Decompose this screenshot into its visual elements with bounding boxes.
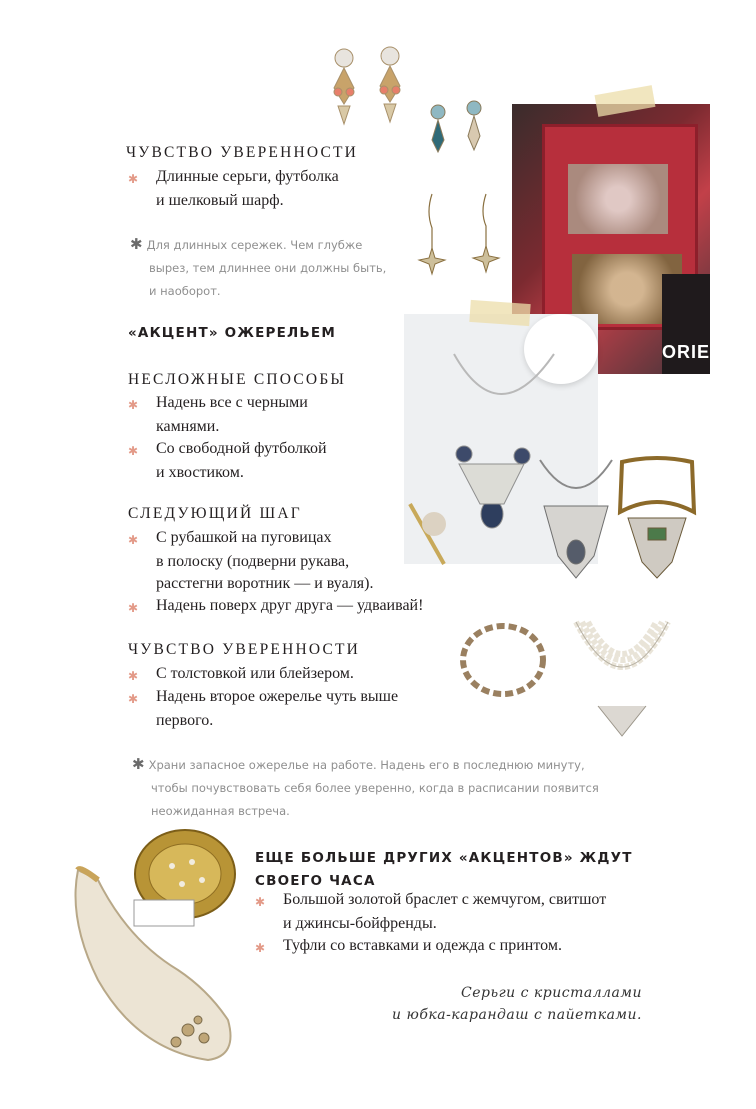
list-item bbox=[255, 889, 655, 935]
item-text: С толстовкой или блейзером. bbox=[156, 665, 354, 682]
note-line: неожиданная встреча. bbox=[151, 804, 290, 818]
list-item bbox=[128, 595, 468, 619]
list-item bbox=[128, 663, 428, 687]
heading-line: СВОЕГО ЧАСА bbox=[255, 873, 376, 889]
bib-necklace-image bbox=[534, 456, 618, 586]
item-text: и шелковый шарф. bbox=[156, 192, 284, 209]
list-item bbox=[255, 935, 655, 959]
asterisk-note-icon: ✱ bbox=[132, 755, 145, 773]
list-item bbox=[128, 527, 428, 595]
item-text: расстегни воротник — и вуаля). bbox=[156, 575, 374, 592]
item-text: Надень второе ожерелье чуть выше bbox=[156, 688, 399, 705]
heading-line: ЕЩЕ БОЛЬШЕ ДРУГИХ «АКЦЕНТОВ» ЖДУТ bbox=[255, 850, 633, 866]
asterisk-bullet-icon: ✱ bbox=[128, 692, 139, 706]
crystal-collar-necklace-image bbox=[456, 618, 550, 702]
asterisk-bullet-icon: ✱ bbox=[128, 172, 139, 186]
gold-bib-necklace-image bbox=[614, 452, 700, 582]
item-text: Большой золотой браслет с жемчугом, свитшот bbox=[283, 891, 607, 908]
magazine-label: ORIES bbox=[662, 342, 724, 362]
caption-line: и юбка-карандаш с пайетками. bbox=[392, 1007, 642, 1023]
list-item bbox=[128, 392, 408, 438]
list-item bbox=[128, 166, 408, 212]
item-text: первого. bbox=[156, 712, 214, 729]
item-text: Длинные серьги, футболка bbox=[156, 168, 339, 185]
item-text: С рубашкой на пуговицах bbox=[156, 529, 332, 546]
item-text: и хвостиком. bbox=[156, 464, 244, 481]
asterisk-bullet-icon: ✱ bbox=[255, 895, 266, 909]
section-heading-confidence-2: ЧУВСТВО УВЕРЕННОСТИ bbox=[128, 641, 361, 658]
item-text: и джинсы-бойфренды. bbox=[283, 915, 437, 932]
item-text: Надень все с черными bbox=[156, 394, 308, 411]
note-line: вырез, тем длиннее они должны быть, bbox=[149, 261, 387, 275]
section-heading-next-step: СЛЕДУЮЩИЙ ШАГ bbox=[128, 505, 302, 522]
item-text: Туфли со вставками и одежда с принтом. bbox=[283, 937, 562, 954]
note-line: чтобы почувствовать себя более уверенно, когда в расписании появится bbox=[151, 781, 599, 795]
section-heading-confidence-1: ЧУВСТВО УВЕРЕННОСТИ bbox=[126, 144, 359, 161]
section-heading-accent-necklace: «АКЦЕНТ» ОЖЕРЕЛЬЕМ bbox=[128, 325, 336, 341]
section-heading-more-accents bbox=[255, 847, 633, 893]
tip-note-spare-necklace bbox=[132, 753, 632, 823]
asterisk-bullet-icon: ✱ bbox=[128, 601, 139, 615]
note-line: Для длинных сережек. Чем глубже bbox=[146, 238, 363, 252]
pearl-necklace-image bbox=[568, 612, 676, 740]
item-text: в полоску (подверни рукава, bbox=[156, 553, 350, 570]
note-line: и наоборот. bbox=[149, 284, 221, 298]
tape-decoration-2 bbox=[469, 300, 530, 326]
list-item bbox=[128, 686, 448, 732]
embellished-shoe-image bbox=[58, 860, 244, 1070]
list-item bbox=[128, 438, 408, 484]
handwritten-caption bbox=[330, 982, 642, 1026]
section-heading-simple-ways: НЕСЛОЖНЫЕ СПОСОБЫ bbox=[128, 371, 347, 388]
asterisk-bullet-icon: ✱ bbox=[128, 398, 139, 412]
crystal-earrings-image bbox=[328, 44, 412, 134]
asterisk-note-icon: ✱ bbox=[130, 235, 143, 253]
item-text: Надень поверх друг друга — удваивай! bbox=[156, 597, 424, 614]
asterisk-bullet-icon: ✱ bbox=[255, 941, 266, 955]
tip-note-earrings bbox=[130, 233, 410, 303]
asterisk-bullet-icon: ✱ bbox=[128, 669, 139, 683]
asterisk-bullet-icon: ✱ bbox=[128, 533, 139, 547]
item-text: Со свободной футболкой bbox=[156, 440, 327, 457]
asterisk-bullet-icon: ✱ bbox=[128, 444, 139, 458]
caption-line: Серьги с кристаллами bbox=[460, 985, 642, 1001]
note-line: Храни запасное ожерелье на работе. Надень его в последнюю минуту, bbox=[148, 758, 585, 772]
star-earrings-image bbox=[416, 192, 506, 278]
item-text: камнями. bbox=[156, 418, 220, 435]
teal-drop-earrings-image bbox=[424, 100, 494, 170]
